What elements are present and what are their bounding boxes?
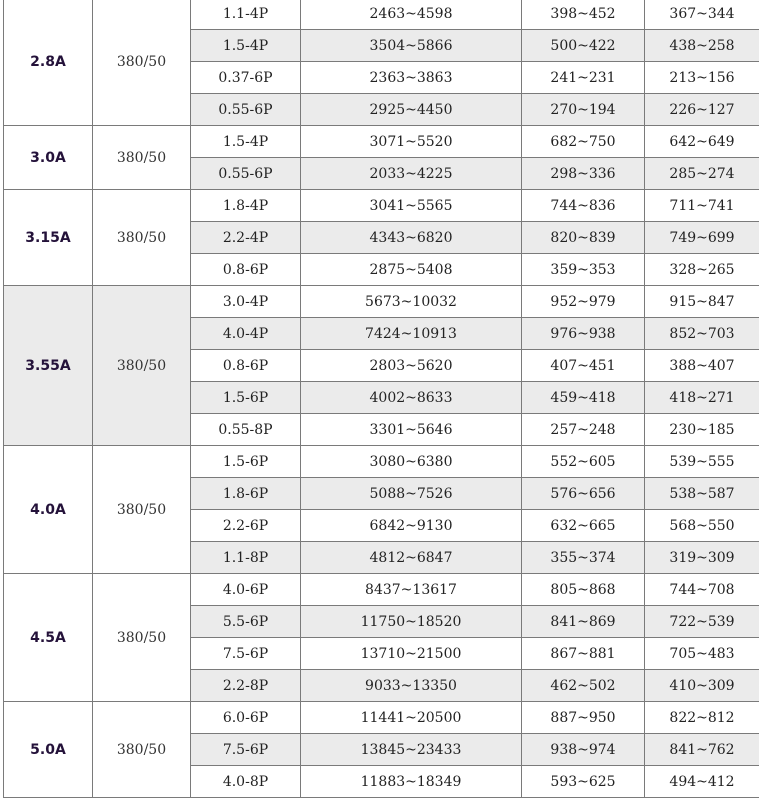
pressure-cell: 552~605 (522, 446, 645, 478)
airflow-cell: 11883~18349 (301, 766, 522, 798)
model-cell: 3.15A (4, 190, 93, 286)
voltage-cell: 380/50 (93, 0, 191, 126)
value-cell: 418~271 (645, 382, 759, 414)
airflow-cell: 2925~4450 (301, 94, 522, 126)
pressure-cell: 682~750 (522, 126, 645, 158)
power-cell: 6.0-6P (191, 702, 301, 734)
pressure-cell: 241~231 (522, 62, 645, 94)
pressure-cell: 359~353 (522, 254, 645, 286)
pressure-cell: 355~374 (522, 542, 645, 574)
table-row (4, 126, 759, 158)
pressure-cell: 887~950 (522, 702, 645, 734)
pressure-cell: 459~418 (522, 382, 645, 414)
pressure-cell: 462~502 (522, 670, 645, 702)
value-cell: 841~762 (645, 734, 759, 766)
table-row (4, 446, 759, 478)
airflow-cell: 13845~23433 (301, 734, 522, 766)
pressure-cell: 744~836 (522, 190, 645, 222)
value-cell: 915~847 (645, 286, 759, 318)
value-cell: 328~265 (645, 254, 759, 286)
voltage-cell: 380/50 (93, 190, 191, 286)
model-cell: 5.0A (4, 702, 93, 798)
airflow-cell: 4343~6820 (301, 222, 522, 254)
power-cell: 2.2-8P (191, 670, 301, 702)
power-cell: 0.8-6P (191, 350, 301, 382)
model-cell: 3.55A (4, 286, 93, 446)
airflow-cell: 2875~5408 (301, 254, 522, 286)
power-cell: 0.8-6P (191, 254, 301, 286)
voltage-cell: 380/50 (93, 574, 191, 702)
power-cell: 1.8-4P (191, 190, 301, 222)
pressure-cell: 257~248 (522, 414, 645, 446)
value-cell: 642~649 (645, 126, 759, 158)
pressure-cell: 593~625 (522, 766, 645, 798)
power-cell: 0.55-6P (191, 158, 301, 190)
value-cell: 538~587 (645, 478, 759, 510)
power-cell: 5.5-6P (191, 606, 301, 638)
pressure-cell: 820~839 (522, 222, 645, 254)
airflow-cell: 2803~5620 (301, 350, 522, 382)
model-cell: 3.0A (4, 126, 93, 190)
airflow-cell: 13710~21500 (301, 638, 522, 670)
voltage-cell: 380/50 (93, 126, 191, 190)
pressure-cell: 298~336 (522, 158, 645, 190)
pressure-cell: 576~656 (522, 478, 645, 510)
pressure-cell: 805~868 (522, 574, 645, 606)
value-cell: 226~127 (645, 94, 759, 126)
airflow-cell: 5088~7526 (301, 478, 522, 510)
pressure-cell: 938~974 (522, 734, 645, 766)
value-cell: 494~412 (645, 766, 759, 798)
pressure-cell: 952~979 (522, 286, 645, 318)
value-cell: 367~344 (645, 0, 759, 30)
model-cell: 4.0A (4, 446, 93, 574)
table-row (4, 0, 759, 30)
power-cell: 2.2-4P (191, 222, 301, 254)
value-cell: 388~407 (645, 350, 759, 382)
airflow-cell: 3041~5565 (301, 190, 522, 222)
value-cell: 744~708 (645, 574, 759, 606)
value-cell: 438~258 (645, 30, 759, 62)
airflow-cell: 3504~5866 (301, 30, 522, 62)
voltage-cell: 380/50 (93, 702, 191, 798)
power-cell: 1.1-8P (191, 542, 301, 574)
value-cell: 285~274 (645, 158, 759, 190)
power-cell: 1.5-6P (191, 446, 301, 478)
value-cell: 539~555 (645, 446, 759, 478)
airflow-cell: 3080~6380 (301, 446, 522, 478)
power-cell: 1.1-4P (191, 0, 301, 30)
airflow-cell: 11750~18520 (301, 606, 522, 638)
value-cell: 711~741 (645, 190, 759, 222)
table-row (4, 702, 759, 734)
power-cell: 0.55-6P (191, 94, 301, 126)
value-cell: 213~156 (645, 62, 759, 94)
spec-table-body (4, 0, 759, 798)
power-cell: 7.5-6P (191, 734, 301, 766)
power-cell: 1.5-4P (191, 126, 301, 158)
airflow-cell: 4812~6847 (301, 542, 522, 574)
power-cell: 4.0-8P (191, 766, 301, 798)
power-cell: 3.0-4P (191, 286, 301, 318)
airflow-cell: 3301~5646 (301, 414, 522, 446)
power-cell: 4.0-6P (191, 574, 301, 606)
table-row (4, 190, 759, 222)
airflow-cell: 2463~4598 (301, 0, 522, 30)
pressure-cell: 270~194 (522, 94, 645, 126)
pressure-cell: 398~452 (522, 0, 645, 30)
value-cell: 410~309 (645, 670, 759, 702)
value-cell: 230~185 (645, 414, 759, 446)
voltage-cell: 380/50 (93, 286, 191, 446)
airflow-cell: 3071~5520 (301, 126, 522, 158)
airflow-cell: 2363~3863 (301, 62, 522, 94)
model-cell: 4.5A (4, 574, 93, 702)
value-cell: 319~309 (645, 542, 759, 574)
airflow-cell: 11441~20500 (301, 702, 522, 734)
airflow-cell: 2033~4225 (301, 158, 522, 190)
power-cell: 1.5-6P (191, 382, 301, 414)
power-cell: 7.5-6P (191, 638, 301, 670)
power-cell: 1.8-6P (191, 478, 301, 510)
airflow-cell: 6842~9130 (301, 510, 522, 542)
value-cell: 705~483 (645, 638, 759, 670)
pressure-cell: 841~869 (522, 606, 645, 638)
airflow-cell: 4002~8633 (301, 382, 522, 414)
power-cell: 0.37-6P (191, 62, 301, 94)
airflow-cell: 9033~13350 (301, 670, 522, 702)
airflow-cell: 7424~10913 (301, 318, 522, 350)
power-cell: 0.55-8P (191, 414, 301, 446)
value-cell: 822~812 (645, 702, 759, 734)
airflow-cell: 8437~13617 (301, 574, 522, 606)
pressure-cell: 500~422 (522, 30, 645, 62)
pressure-cell: 976~938 (522, 318, 645, 350)
table-row (4, 286, 759, 318)
power-cell: 4.0-4P (191, 318, 301, 350)
spec-table (3, 0, 759, 798)
power-cell: 2.2-6P (191, 510, 301, 542)
table-row (4, 574, 759, 606)
airflow-cell: 5673~10032 (301, 286, 522, 318)
pressure-cell: 867~881 (522, 638, 645, 670)
voltage-cell: 380/50 (93, 446, 191, 574)
pressure-cell: 632~665 (522, 510, 645, 542)
value-cell: 722~539 (645, 606, 759, 638)
value-cell: 749~699 (645, 222, 759, 254)
power-cell: 1.5-4P (191, 30, 301, 62)
value-cell: 568~550 (645, 510, 759, 542)
pressure-cell: 407~451 (522, 350, 645, 382)
model-cell: 2.8A (4, 0, 93, 126)
value-cell: 852~703 (645, 318, 759, 350)
